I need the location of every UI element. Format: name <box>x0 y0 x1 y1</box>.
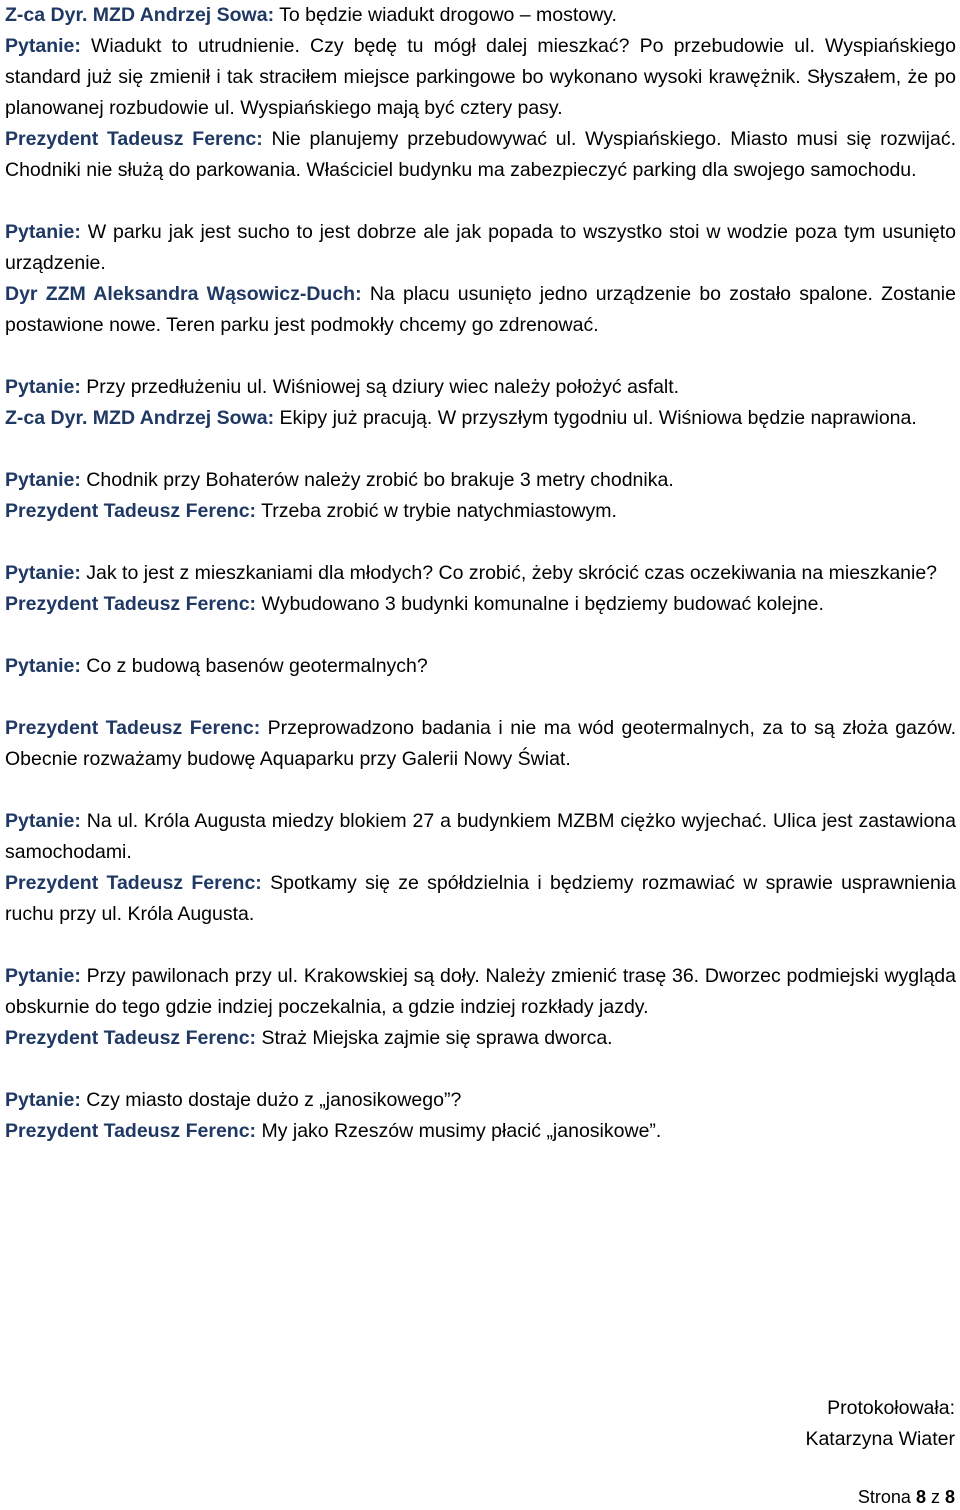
paragraph-gap <box>5 682 956 713</box>
paragraph <box>5 217 956 279</box>
paragraph-text: To będzie wiadukt drogowo – mostowy. <box>274 4 617 26</box>
paragraph-text: Czy miasto dostaje dużo z „janosikowego”? <box>80 1089 462 1111</box>
paragraph-text: Przeprowadzono badania i nie ma wód geotermalnych, za to są złoża gazów. Obecnie rozważamy budowę Aquaparku przy Galerii Nowy Świat. <box>5 717 956 770</box>
paragraph <box>5 0 956 31</box>
paragraph-text: Nie planujemy przebudowywać ul. Wyspiańskiego. Miasto musi się rozwijać. Chodniki nie służą do parkowania. Właściciel budynku ma zabezpieczyć parking dla swojego samochodu. <box>5 128 956 181</box>
paragraph <box>5 465 956 496</box>
speaker-label: Prezydent Tadeusz Ferenc: <box>5 1120 257 1142</box>
speaker-label: Pytanie: <box>5 810 81 832</box>
paragraph <box>5 124 956 186</box>
speaker-label: Prezydent Tadeusz Ferenc: <box>5 1027 257 1049</box>
paragraph <box>5 961 956 1023</box>
speaker-label: Pytanie: <box>5 965 81 987</box>
speaker-label: Pytanie: <box>5 562 81 584</box>
paragraph-text: Chodnik przy Bohaterów należy zrobić bo brakuje 3 metry chodnika. <box>80 469 674 491</box>
speaker-label: Pytanie: <box>5 376 81 398</box>
paragraph-gap <box>5 930 956 961</box>
paragraph <box>5 372 956 403</box>
paragraph <box>5 589 956 620</box>
speaker-label: Dyr ZZM Aleksandra Wąsowicz-Duch: <box>5 283 362 305</box>
speaker-label: Z-ca Dyr. MZD Andrzej Sowa: <box>5 407 275 429</box>
paragraph-gap <box>5 620 956 651</box>
paragraph-text: Przy przedłużeniu ul. Wiśniowej są dziury wiec należy położyć asfalt. <box>80 376 680 398</box>
paragraph-gap <box>5 186 956 217</box>
footer-middle: z <box>925 1487 945 1507</box>
paragraph-text: Wiadukt to utrudnienie. Czy będę tu mógł dalej mieszkać? Po przebudowie ul. Wyspiańskiego standard już się zmienił i tak straciłem miejsce parkingowe bo wykonano wysoki krawężnik. Słyszałem, że po planowanej rozbudowie ul. Wyspiańskiego mają być cztery pasy. <box>5 35 956 119</box>
paragraph <box>5 1116 956 1147</box>
paragraph-text: Na ul. Króla Augusta miedzy blokiem 27 a budynkiem MZBM ciężko wyjechać. Ulica jest zastawiona samochodami. <box>5 810 956 863</box>
paragraph-text: Na placu usunięto jedno urządzenie bo zostało spalone. Zostanie postawione nowe. Teren parku jest podmokły chcemy go zdrenować. <box>5 283 956 336</box>
speaker-label: Pytanie: <box>5 655 81 677</box>
paragraph <box>5 713 956 775</box>
footer-total-pages: 8 <box>944 1487 955 1507</box>
speaker-label: Prezydent Tadeusz Ferenc: <box>5 128 263 150</box>
paragraph-text: Jak to jest z mieszkaniami dla młodych? Co zrobić, żeby skrócić czas oczekiwania na mieszkanie? <box>80 562 938 584</box>
paragraph-text: Co z budową basenów geotermalnych? <box>80 655 428 677</box>
footer-current-page: 8 <box>915 1487 926 1507</box>
speaker-label: Z-ca Dyr. MZD Andrzej Sowa: <box>5 4 275 26</box>
speaker-label: Pytanie: <box>5 1089 81 1111</box>
paragraph-text: Wybudowano 3 budynki komunalne i będziemy budować kolejne. <box>256 593 824 615</box>
page-footer <box>858 1484 955 1510</box>
paragraph <box>5 31 956 124</box>
signature-name: Katarzyna Wiater <box>805 1428 955 1450</box>
paragraph <box>5 279 956 341</box>
signature-label: Protokołowała: <box>827 1397 955 1419</box>
paragraph <box>5 868 956 930</box>
speaker-label: Pytanie: <box>5 221 81 243</box>
paragraph-text: Przy pawilonach przy ul. Krakowskiej są doły. Należy zmienić trasę 36. Dworzec podmiejski wygląda obskurnie do tego gdzie indziej poczekalnia, a gdzie indziej rozkłady jazdy. <box>5 965 956 1018</box>
paragraph-text: Spotkamy się ze spółdzielnia i będziemy rozmawiać w sprawie usprawnienia ruchu przy ul. Króla Augusta. <box>5 872 956 925</box>
speaker-label: Prezydent Tadeusz Ferenc: <box>5 500 257 522</box>
paragraph <box>5 806 956 868</box>
paragraph <box>5 651 956 682</box>
speaker-label: Prezydent Tadeusz Ferenc: <box>5 717 261 739</box>
paragraph-text: Trzeba zrobić w trybie natychmiastowym. <box>256 500 617 522</box>
footer-prefix: Strona <box>857 1487 916 1507</box>
paragraph <box>5 558 956 589</box>
paragraph-text: Straż Miejska zajmie się sprawa dworca. <box>256 1027 613 1049</box>
paragraph-text: My jako Rzeszów musimy płacić „janosikowe”. <box>256 1120 662 1142</box>
speaker-label: Prezydent Tadeusz Ferenc: <box>5 593 257 615</box>
speaker-label: Pytanie: <box>5 469 81 491</box>
paragraph-text: W parku jak jest sucho to jest dobrze ale jak popada to wszystko stoi w wodzie poza tym usunięto urządzenie. <box>5 221 956 274</box>
paragraph <box>5 496 956 527</box>
paragraph-gap <box>5 527 956 558</box>
paragraph-gap <box>5 341 956 372</box>
document-body <box>5 0 956 1147</box>
speaker-label: Prezydent Tadeusz Ferenc: <box>5 872 262 894</box>
paragraph-gap <box>5 775 956 806</box>
paragraph-text: Ekipy już pracują. W przyszłym tygodniu ul. Wiśniowa będzie naprawiona. <box>274 407 917 429</box>
paragraph <box>5 1085 956 1116</box>
paragraph-gap <box>5 434 956 465</box>
speaker-label: Pytanie: <box>5 35 81 57</box>
paragraph-gap <box>5 1054 956 1085</box>
paragraph <box>5 1023 956 1054</box>
paragraph <box>5 403 956 434</box>
